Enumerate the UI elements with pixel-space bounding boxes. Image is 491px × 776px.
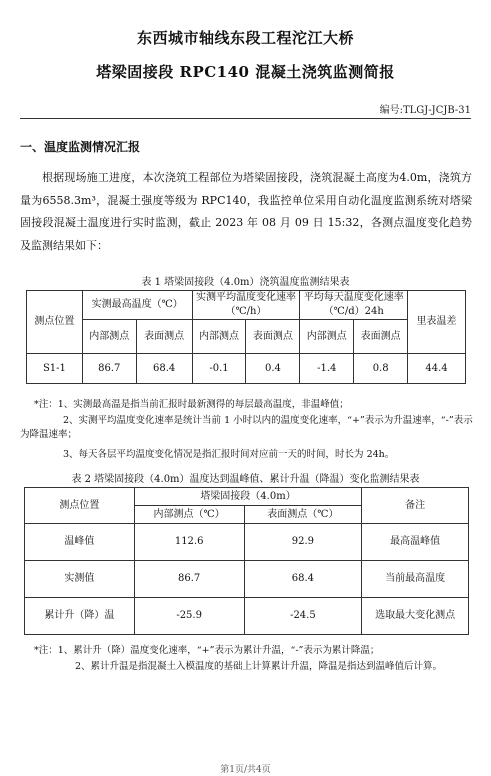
cell-surface: 68.4 [244, 561, 362, 598]
cell-point: S1-1 [27, 354, 83, 384]
table-row [25, 561, 469, 598]
header-divider [20, 118, 471, 119]
table2-note-2: 2、累计升温是指混凝土入模温度的基础上计算累计升温，降温是指达到温峰值后计算。 [75, 661, 443, 672]
sub-inner: 内部测点 [300, 320, 354, 354]
cell-inner: -25.9 [134, 598, 244, 635]
cell-inner: 86.7 [134, 561, 244, 598]
table2-caption: 表 2 塔梁固接段（4.0m）温度达到温峰值、累计升温（降温）变化监测结果表 [71, 474, 420, 485]
report-title-line1: 东西城市轴线东段工程沱江大桥 [136, 29, 354, 47]
header-inner-surface-diff: 里表温差 [408, 291, 466, 354]
cell-avg-surface: 0.4 [246, 354, 300, 384]
intro-paragraph: 根据现场施工进度，本次浇筑工程部位为塔梁固接段，浇筑混凝土高度为4.0m，浇筑方量为6558.3m³，混凝土强度等级为 RPC140，我监控单位采用自动化温度监测系统对塔梁固接段混凝土温度进行实时监测，截止 2023 年 08 月 09 日 15:32，各测点温度变化趋势及监测结果如下： [20, 171, 472, 252]
table-row [25, 598, 469, 635]
row-label: 实测值 [25, 561, 135, 598]
row-label: 累计升（降）温 [25, 598, 135, 635]
row-label: 温峰值 [25, 524, 135, 561]
cell-daily-surface: 0.8 [354, 354, 408, 384]
sub-surface: 表面测点 [354, 320, 408, 354]
cell-inner: 112.6 [134, 524, 244, 561]
header-point-position: 测点位置 [27, 291, 83, 354]
peak-temperature-table [24, 487, 469, 635]
header-section-group: 塔梁固接段（4.0m） [134, 488, 362, 506]
header-avg-rate: 实测平均温度变化速率（℃/h） [192, 291, 300, 320]
sub-surface: 表面测点 [246, 320, 300, 354]
table-row [27, 354, 466, 384]
cell-max-inner: 86.7 [82, 354, 136, 384]
table1-note-2: 2、实测平均温度变化速率是统计当前 1 小时以内的温度变化速率，“+”表示为升温速率，“-”表示为降温速率； [20, 415, 473, 440]
header-max-temp: 实测最高温度（℃） [82, 291, 192, 320]
section-heading: 一、温度监测情况汇报 [20, 140, 141, 154]
header-surface-point: 表面测点（℃） [244, 506, 362, 524]
header-daily-rate: 平均每天温度变化速率（℃/d）24h [300, 291, 408, 320]
table1-note-1: *注：1、实测最高温是指当前汇报时最新测得的每层最高温度，非温峰值； [34, 399, 349, 410]
table1-note-3: 3、每天各层平均温度变化情况是指汇报时间对应前一天的时间，时长为 24h。 [63, 449, 395, 460]
cell-remark: 最高温峰值 [362, 524, 469, 561]
cell-remark: 当前最高温度 [362, 561, 469, 598]
header-remark: 备注 [362, 488, 469, 524]
cell-surface: -24.5 [244, 598, 362, 635]
sub-inner: 内部测点 [192, 320, 246, 354]
cell-daily-inner: -1.4 [300, 354, 354, 384]
cell-diff: 44.4 [408, 354, 466, 384]
header-point-position: 测点位置 [25, 488, 135, 524]
report-title-line2: 塔梁固接段 RPC140 混凝土浇筑监测简报 [96, 63, 395, 81]
document-number: 编号:TLGJ-JCJB-31 [379, 105, 471, 116]
cell-remark: 选取最大变化测点 [362, 598, 469, 635]
table-row [25, 524, 469, 561]
page-number: 第1页/共4页 [220, 765, 271, 775]
table1-caption: 表 1 塔梁固接段（4.0m）浇筑温度监测结果表 [141, 277, 350, 288]
cell-surface: 92.9 [244, 524, 362, 561]
sub-surface: 表面测点 [136, 320, 192, 354]
temperature-result-table [26, 290, 466, 384]
table2-note-1: *注：1、累计升（降）温度变化速率，“+”表示为累计升温，“-”表示为累计降温； [34, 645, 380, 656]
sub-inner: 内部测点 [82, 320, 136, 354]
cell-avg-inner: -0.1 [192, 354, 246, 384]
cell-max-surface: 68.4 [136, 354, 192, 384]
header-inner-point: 内部测点（℃） [134, 506, 244, 524]
